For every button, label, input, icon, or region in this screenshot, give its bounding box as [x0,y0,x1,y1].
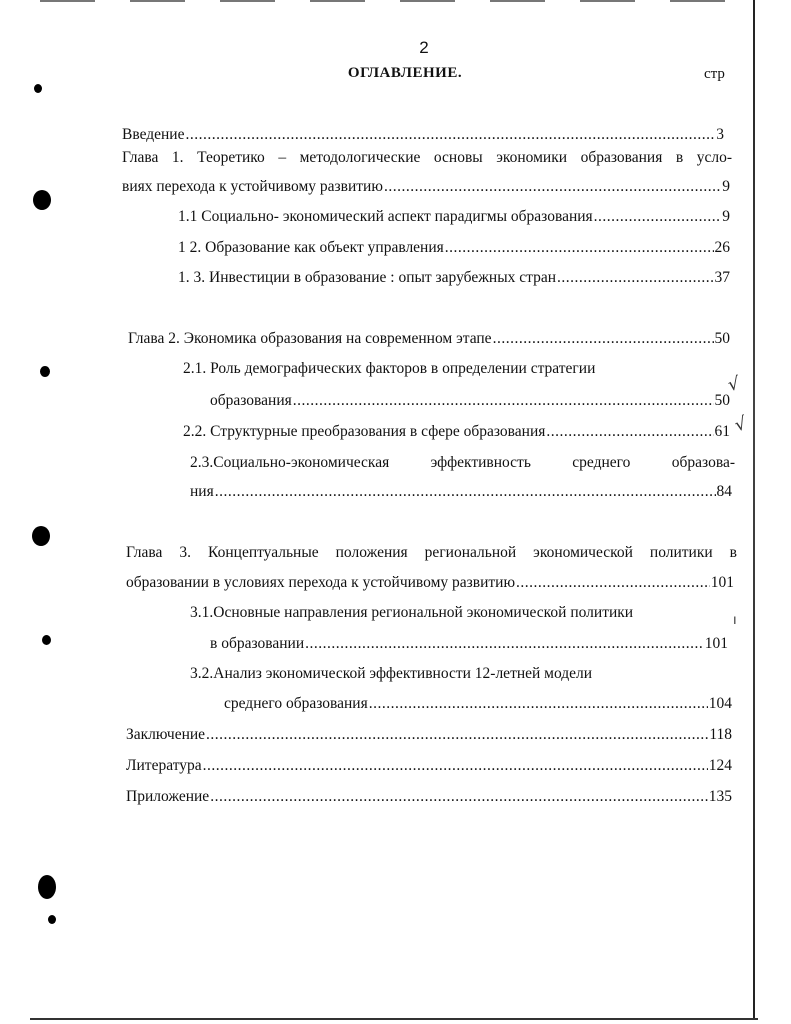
toc-entry-introduction [122,125,724,145]
toc-entry-label: Заключение [126,726,206,743]
page-column-header: стр [704,66,725,82]
dot-leader [206,725,708,745]
toc-entry-label: 2.2. Структурные преобразования в сфере образования [183,423,546,440]
dot-leader [493,329,714,349]
punch-hole-mark [42,635,51,645]
toc-chapter-1 [122,177,730,197]
handwritten-check-icon: √ [726,373,742,396]
toc-entry-page: 37 [714,269,730,286]
toc-entry-label: Литература [126,757,202,774]
punch-hole-mark [40,366,50,377]
punch-hole [33,190,51,210]
dot-leader [215,482,716,502]
toc-entry-label: 1.1 Социально- экономический аспект парадигмы образования [178,208,593,225]
dot-leader [516,573,710,593]
toc-section-2-1-line1: 2.1. Роль демографических факторов в определении стратегии [183,360,596,377]
handwritten-tick-icon: ı [733,613,737,628]
toc-entry-page: 26 [714,239,730,256]
toc-entry-page: 101 [704,635,728,652]
scan-edge-right [753,0,755,1020]
toc-section-3-2 [224,694,732,714]
toc-entry-page: 50 [714,392,730,409]
scan-edge-top [40,0,740,2]
toc-chapter-1-line1: Глава 1. Теоретико – методологические основы экономики образования в усло- [122,149,732,166]
toc-entry-label: среднего образования [224,695,368,712]
toc-section-1-2 [178,238,730,258]
dot-leader [445,238,714,258]
toc-entry-page: 9 [722,178,730,195]
toc-entry-conclusion [126,725,732,745]
toc-entry-page: 3 [716,126,724,143]
toc-entry-page: 9 [722,208,730,225]
punch-hole-mark [34,84,42,93]
dot-leader [203,756,708,776]
toc-entry-label: виях перехода к устойчивому развитию [122,178,383,195]
toc-chapter-3 [126,573,734,593]
toc-entry-label: 1 2. Образование как объект управления [178,239,444,256]
dot-leader [369,694,708,714]
toc-section-3-1 [210,634,728,654]
toc-chapter-3-line1: Глава 3. Концептуальные положения региональной экономической политики в [126,544,737,561]
toc-chapter-2 [128,329,730,349]
page-number: 2 [419,38,429,57]
dot-leader [384,177,721,197]
toc-entry-appendix [126,787,732,807]
toc-entry-page: 104 [708,695,732,712]
toc-section-1-1 [178,207,730,227]
scan-edge-bottom [30,1018,758,1020]
dot-leader [210,787,708,807]
toc-entry-label: образовании в условиях перехода к устойчивому развитию [126,574,516,591]
toc-entry-page: 84 [716,483,732,500]
dot-leader [293,391,714,411]
punch-hole [32,526,50,546]
toc-entry-literature [126,756,732,776]
toc-entry-label: 1. 3. Инвестиции в образование : опыт зарубежных стран [178,269,557,286]
toc-section-2-1 [210,391,730,411]
toc-entry-label: ния [190,483,214,500]
toc-entry-label: Глава 2. Экономика образования на современном этапе [128,330,492,347]
handwritten-check-icon: √ [732,412,749,437]
toc-entry-label: Введение [122,126,185,143]
dot-leader [305,634,704,654]
toc-section-2-3-line1: 2.3.Социально-экономическая эффективность среднего образова- [190,454,735,471]
toc-entry-page: 135 [708,788,732,805]
toc-entry-label: в образовании [210,635,305,652]
dot-leader [185,125,715,145]
toc-title: ОГЛАВЛЕНИЕ. [347,65,463,81]
dot-leader [546,422,713,442]
toc-entry-label: образования [210,392,292,409]
toc-entry-page: 124 [708,757,732,774]
toc-section-3-2-line1: 3.2.Анализ экономической эффективности 12-летней модели [190,665,593,682]
toc-entry-page: 50 [714,330,730,347]
toc-entry-page: 101 [710,574,734,591]
dot-leader [557,268,713,288]
punch-hole [38,875,56,899]
toc-section-2-2 [183,422,730,442]
dot-leader [594,207,722,227]
toc-entry-page: 61 [714,423,730,440]
punch-hole-mark [48,915,56,924]
toc-section-2-3 [190,482,732,502]
toc-entry-page: 118 [709,726,732,743]
toc-section-1-3 [178,268,730,288]
toc-entry-label: Приложение [126,788,210,805]
toc-section-3-1-line1: 3.1.Основные направления региональной экономической политики [190,604,634,621]
